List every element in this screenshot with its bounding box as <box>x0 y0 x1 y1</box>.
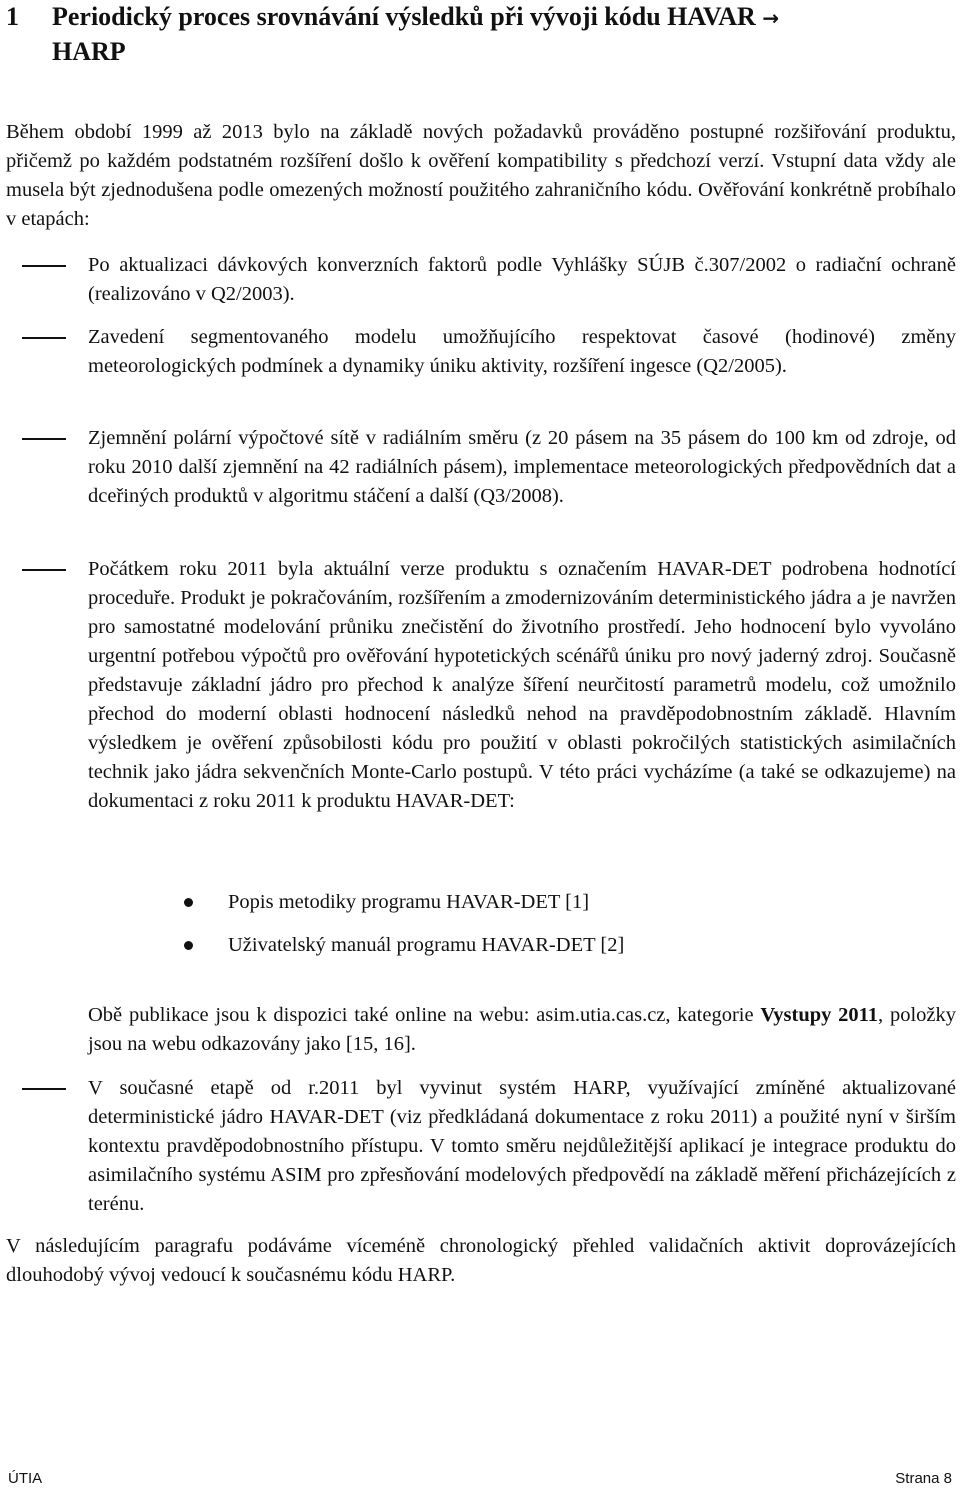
bullet-icon <box>184 941 193 950</box>
note-text-before: Obě publikace jsou k dispozici také online na webu: asim.utia.cas.cz, kategorie <box>88 1004 761 1026</box>
bullet-text: Popis metodiky programu HAVAR-DET [1] <box>228 891 590 913</box>
bullet-icon <box>184 898 193 907</box>
dash-marker <box>22 1088 66 1090</box>
section-heading <box>6 0 946 68</box>
footer-institution: ÚTIA <box>8 1470 43 1487</box>
publications-note <box>88 1001 956 1059</box>
dash-marker <box>22 265 66 267</box>
note-text-after: , položky jsou na webu odkazovány jako [15, 16]. <box>88 1004 957 1055</box>
section-title-line2: HARP <box>52 37 126 66</box>
list-item-text: Počátkem roku 2011 byla aktuální verze produktu s označením HAVAR-DET podrobena hodnotící proceduře. Produkt je pokračováním, rozšířením a zmodernizováním deterministického jádra a je navržen pro samostatné modelování průniku znečistění do životního prostředí. Jeho hodnocení bylo vyvoláno urgentní potřebou výpočtů pro ověřování hypotetických scénářů úniku pro nový jaderný zdroj. Současně představuje základní jádro pro přechod k analýze šíření neurčitostí parametrů modelu, což umožnilo přechod do moderní oblasti hodnocení následků nehod na pravděpodobnostním základě. Hlavním výsledkem je ověření způsobilosti kódu pro použití v oblasti pokročilých statistických asimilačních technik jako jádra sekvenčních Monte-Carlo postupů. V této práci vycházíme (a také se odkazujeme) na dokumentaci z roku 2011 k produktu HAVAR-DET: <box>88 558 956 812</box>
section-number: 1 <box>6 2 19 31</box>
footer-page-number: Strana 8 <box>895 1470 952 1487</box>
dash-marker <box>22 569 66 571</box>
dash-marker <box>22 438 66 440</box>
bullet-item <box>0 888 960 918</box>
intro-paragraph: Během období 1999 až 2013 bylo na základě nových požadavků prováděno postupné rozšiřování produktu, přičemž po každém podstatném rozšíření došlo k ověření kompatibility s předchozí verzí. Vstupní data vždy ale musela být zjednodušena podle omezených možností použitého zahraničního kódu. Ověřování konkrétně probíhalo v etapách: <box>6 121 956 230</box>
bullet-text: Uživatelský manuál programu HAVAR-DET [2] <box>228 934 625 956</box>
list-item-text: Zjemnění polární výpočtové sítě v radiálním směru (z 20 pásem na 35 pásem do 100 km od zdroje, od roku 2010 další zjemnění na 42 radiálních pásem), implementace meteorologických předpovědních dat a dceřiných produktů v algoritmu stáčení a další (Q3/2008). <box>88 427 956 507</box>
bullet-item <box>0 931 960 961</box>
arrow-right-icon: → <box>762 6 780 30</box>
list-item-text: V současné etapě od r.2011 byl vyvinut systém HARP, využívající zmíněné aktualizované deterministické jádro HAVAR-DET (viz předkládaná dokumentace z roku 2011) a použité nyní v širším kontextu pravděpodobnostního přístupu. V tomto směru nejdůležitější aplikací je integrace produktu do asimilačního systému ASIM pro zpřesňování modelových předpovědí na základě měření přicházejících z terénu. <box>88 1077 956 1215</box>
section-title-line1: Periodický proces srovnávání výsledků při vývoji kódu HAVAR <box>52 2 756 31</box>
closing-paragraph: V následujícím paragrafu podáváme víceméně chronologický přehled validačních aktivit doprovázejících dlouhodobý vývoj vedoucí k současnému kódu HARP. <box>6 1235 956 1286</box>
list-item-text: Po aktualizaci dávkových konverzních faktorů podle Vyhlášky SÚJB č.307/2002 o radiační ochraně (realizováno v Q2/2003). <box>88 254 956 305</box>
dash-marker <box>22 337 66 339</box>
note-category: Vystupy 2011 <box>760 1004 879 1026</box>
list-item-text: Zavedení segmentovaného modelu umožňujícího respektovat časové (hodinové) změny meteorologických podmínek a dynamiky úniku aktivity, rozšíření ingesce (Q2/2005). <box>88 326 956 377</box>
